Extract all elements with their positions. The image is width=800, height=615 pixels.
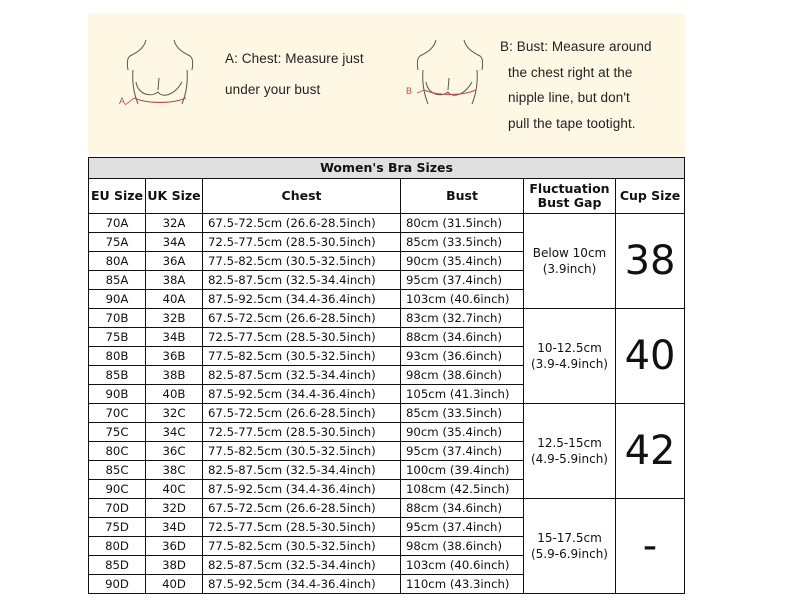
eu-size-cell: 80A — [89, 252, 146, 271]
bust-cell: 90cm (35.4inch) — [401, 252, 524, 271]
header-eu-size: EU Size — [89, 179, 146, 214]
fluctuation-gap-cell: Below 10cm (3.9inch) — [524, 214, 616, 309]
bust-instruction-line: pull the tape tootight. — [508, 115, 636, 131]
fluctuation-gap-cell: 15-17.5cm (5.9-6.9inch) — [524, 499, 616, 594]
chest-cell: 82.5-87.5cm (32.5-34.4inch) — [203, 461, 401, 480]
bust-cell: 90cm (35.4inch) — [401, 423, 524, 442]
bust-cell: 80cm (31.5inch) — [401, 214, 524, 233]
eu-size-cell: 75D — [89, 518, 146, 537]
eu-size-cell: 70A — [89, 214, 146, 233]
bust-cell: 85cm (33.5inch) — [401, 404, 524, 423]
uk-size-cell: 36C — [146, 442, 203, 461]
uk-size-cell: 40D — [146, 575, 203, 594]
chest-cell: 82.5-87.5cm (32.5-34.4inch) — [203, 366, 401, 385]
bust-cell: 95cm (37.4inch) — [401, 271, 524, 290]
bust-instruction-line: B: Bust: Measure around — [500, 39, 652, 54]
header-fluctuation-bust-gap: Fluctuation Bust Gap — [524, 179, 616, 214]
torso-bust-figure-icon — [414, 38, 486, 118]
header-bust: Bust — [401, 179, 524, 214]
uk-size-cell: 32B — [146, 309, 203, 328]
uk-size-cell: 32D — [146, 499, 203, 518]
uk-size-cell: 32C — [146, 404, 203, 423]
eu-size-cell: 90A — [89, 290, 146, 309]
chest-cell: 87.5-92.5cm (34.4-36.4inch) — [203, 575, 401, 594]
eu-size-cell: 85B — [89, 366, 146, 385]
uk-size-cell: 38C — [146, 461, 203, 480]
bra-size-table — [88, 157, 685, 594]
chest-cell: 67.5-72.5cm (26.6-28.5inch) — [203, 404, 401, 423]
chest-cell: 77.5-82.5cm (30.5-32.5inch) — [203, 347, 401, 366]
bust-cell: 100cm (39.4inch) — [401, 461, 524, 480]
table-row — [89, 404, 685, 423]
eu-size-cell: 80D — [89, 537, 146, 556]
uk-size-cell: 34D — [146, 518, 203, 537]
uk-size-cell: 34A — [146, 233, 203, 252]
cup-size-cell: 38 — [616, 214, 685, 309]
chest-instruction-line: under your bust — [225, 82, 321, 97]
cup-size-cell: 40 — [616, 309, 685, 404]
uk-size-cell: 36A — [146, 252, 203, 271]
eu-size-cell: 80C — [89, 442, 146, 461]
table-row — [89, 499, 685, 518]
eu-size-cell: 75B — [89, 328, 146, 347]
chest-cell: 72.5-77.5cm (28.5-30.5inch) — [203, 518, 401, 537]
bust-cell: 103cm (40.6inch) — [401, 290, 524, 309]
chest-cell: 82.5-87.5cm (32.5-34.4inch) — [203, 271, 401, 290]
uk-size-cell: 36B — [146, 347, 203, 366]
chest-cell: 67.5-72.5cm (26.6-28.5inch) — [203, 499, 401, 518]
bust-cell: 83cm (32.7inch) — [401, 309, 524, 328]
chest-cell: 87.5-92.5cm (34.4-36.4inch) — [203, 290, 401, 309]
bust-cell: 105cm (41.3inch) — [401, 385, 524, 404]
cup-size-cell: - — [616, 499, 685, 594]
chest-cell: 87.5-92.5cm (34.4-36.4inch) — [203, 385, 401, 404]
table-row — [89, 309, 685, 328]
uk-size-cell: 34C — [146, 423, 203, 442]
bust-cell: 85cm (33.5inch) — [401, 233, 524, 252]
eu-size-cell: 90B — [89, 385, 146, 404]
chest-cell: 77.5-82.5cm (30.5-32.5inch) — [203, 442, 401, 461]
eu-size-cell: 90D — [89, 575, 146, 594]
table-row — [89, 214, 685, 233]
eu-size-cell: 75A — [89, 233, 146, 252]
uk-size-cell: 38A — [146, 271, 203, 290]
chest-cell: 77.5-82.5cm (30.5-32.5inch) — [203, 252, 401, 271]
uk-size-cell: 34B — [146, 328, 203, 347]
bust-cell: 110cm (43.3inch) — [401, 575, 524, 594]
header-uk-size: UK Size — [146, 179, 203, 214]
chest-cell: 82.5-87.5cm (32.5-34.4inch) — [203, 556, 401, 575]
bust-cell: 98cm (38.6inch) — [401, 537, 524, 556]
table-header-row — [89, 179, 685, 214]
fluctuation-gap-cell: 10-12.5cm (3.9-4.9inch) — [524, 309, 616, 404]
bust-cell: 95cm (37.4inch) — [401, 518, 524, 537]
uk-size-cell: 40B — [146, 385, 203, 404]
uk-size-cell: 38D — [146, 556, 203, 575]
uk-size-cell: 32A — [146, 214, 203, 233]
uk-size-cell: 36D — [146, 537, 203, 556]
chest-cell: 67.5-72.5cm (26.6-28.5inch) — [203, 309, 401, 328]
table-title-row — [89, 158, 685, 179]
bust-cell: 88cm (34.6inch) — [401, 499, 524, 518]
chest-cell: 72.5-77.5cm (28.5-30.5inch) — [203, 423, 401, 442]
uk-size-cell: 40A — [146, 290, 203, 309]
bust-cell: 103cm (40.6inch) — [401, 556, 524, 575]
fluctuation-gap-cell: 12.5-15cm (4.9-5.9inch) — [524, 404, 616, 499]
bust-cell: 98cm (38.6inch) — [401, 366, 524, 385]
table-title: Women's Bra Sizes — [89, 158, 685, 179]
cup-size-cell: 42 — [616, 404, 685, 499]
chest-cell: 72.5-77.5cm (28.5-30.5inch) — [203, 233, 401, 252]
bust-cell: 108cm (42.5inch) — [401, 480, 524, 499]
uk-size-cell: 40C — [146, 480, 203, 499]
chest-cell: 77.5-82.5cm (30.5-32.5inch) — [203, 537, 401, 556]
eu-size-cell: 80B — [89, 347, 146, 366]
torso-chest-figure-icon — [124, 38, 196, 118]
chest-cell: 67.5-72.5cm (26.6-28.5inch) — [203, 214, 401, 233]
bust-cell: 88cm (34.6inch) — [401, 328, 524, 347]
bust-instruction — [500, 34, 652, 136]
bust-instruction-line: nipple line, but don't — [508, 90, 630, 105]
bust-cell: 93cm (36.6inch) — [401, 347, 524, 366]
header-cup-size: Cup Size — [616, 179, 685, 214]
chest-cell: 87.5-92.5cm (34.4-36.4inch) — [203, 480, 401, 499]
eu-size-cell: 70C — [89, 404, 146, 423]
uk-size-cell: 38B — [146, 366, 203, 385]
eu-size-cell: 85A — [89, 271, 146, 290]
bust-cell: 95cm (37.4inch) — [401, 442, 524, 461]
chest-instruction-line: A: Chest: Measure just — [225, 51, 364, 66]
chest-cell: 72.5-77.5cm (28.5-30.5inch) — [203, 328, 401, 347]
eu-size-cell: 85D — [89, 556, 146, 575]
header-chest: Chest — [203, 179, 401, 214]
figure-a-label: A — [119, 96, 126, 106]
eu-size-cell: 90C — [89, 480, 146, 499]
bust-instruction-line: the chest right at the — [508, 64, 633, 80]
figure-b-label: B — [406, 86, 413, 96]
eu-size-cell: 85C — [89, 461, 146, 480]
eu-size-cell: 70B — [89, 309, 146, 328]
chest-instruction — [225, 43, 364, 105]
eu-size-cell: 70D — [89, 499, 146, 518]
eu-size-cell: 75C — [89, 423, 146, 442]
